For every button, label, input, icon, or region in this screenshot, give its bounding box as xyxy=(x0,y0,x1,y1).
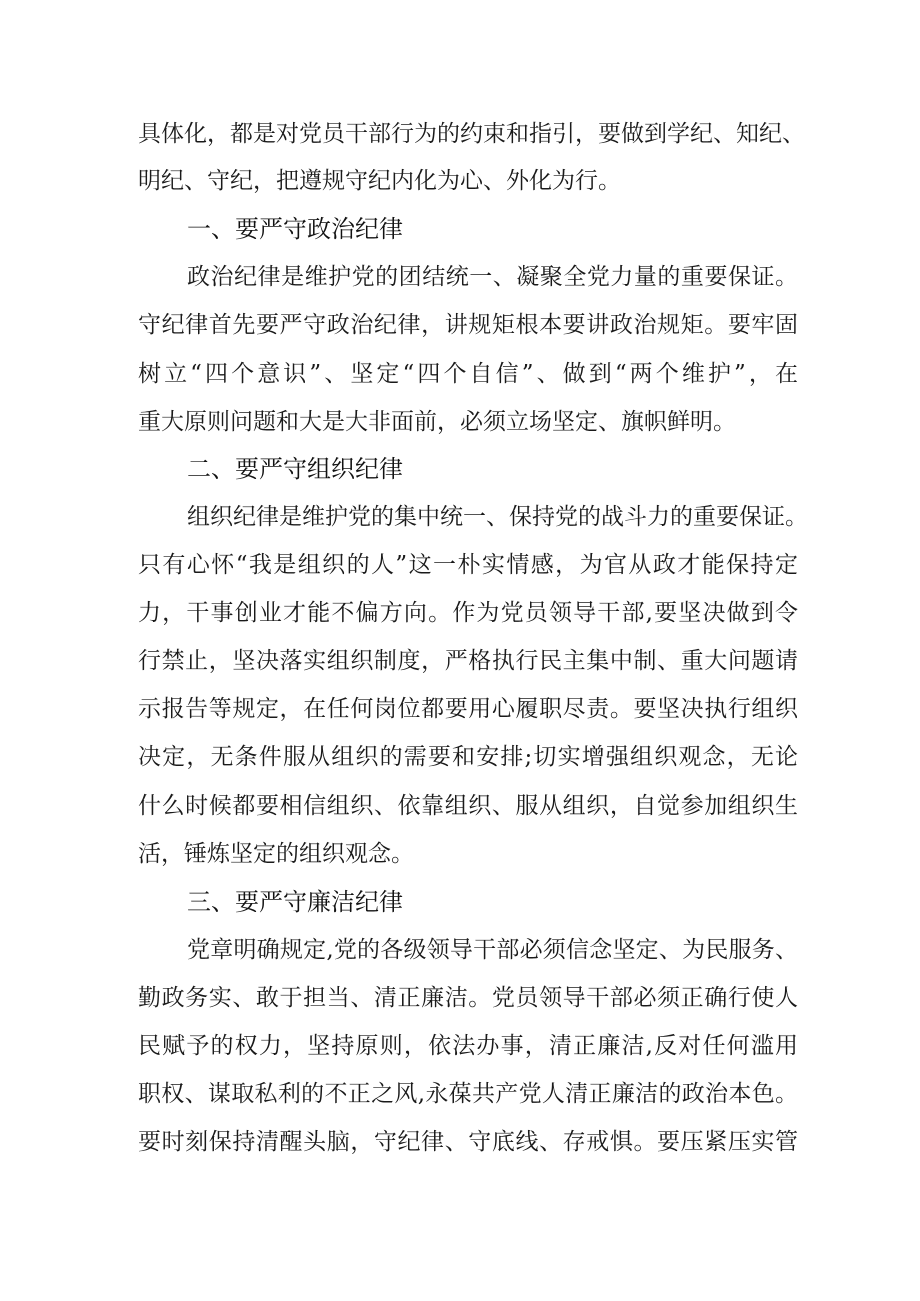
paragraph-line: 民赋予的权力，坚持原则，依法办事，清正廉洁,反对任何滥用 xyxy=(138,1033,798,1059)
paragraph-line: 行禁止，坚决落实组织制度，严格执行民主集中制、重大问题请 xyxy=(138,648,798,674)
paragraph-line: 守纪律首先要严守政治纪律，讲规矩根本要讲政治规矩。要牢固 xyxy=(138,312,798,338)
paragraph-line: 重大原则问题和大是大非面前，必须立场坚定、旗帜鲜明。 xyxy=(138,409,736,435)
paragraph-line: 树立“四个意识”、坚定“四个自信”、做到“两个维护”，在 xyxy=(138,361,798,387)
paragraph-line: 示报告等规定，在任何岗位都要用心履职尽责。要坚决执行组织 xyxy=(138,696,798,722)
paragraph-line: 决定，无条件服从组织的需要和安排;切实增强组织观念，无论 xyxy=(138,744,798,770)
paragraph-line: 活，锤炼坚定的组织观念。 xyxy=(138,841,414,867)
intro-line-1: 具体化，都是对党员干部行为的约束和指引，要做到学纪、知纪、 xyxy=(138,121,805,147)
section-heading-organizational: 二、要严守组织纪律 xyxy=(187,455,403,483)
paragraph-line: 组织纪律是维护党的集中统一、保持党的战斗力的重要保证。 xyxy=(187,504,808,530)
paragraph-line: 政治纪律是维护党的团结统一、凝聚全党力量的重要保证。 xyxy=(187,264,798,290)
section-heading-integrity: 三、要严守廉洁纪律 xyxy=(187,888,403,916)
paragraph-line: 什么时候都要相信组织、依靠组织、服从组织，自觉参加组织生 xyxy=(138,793,798,819)
paragraph-line: 要时刻保持清醒头脑，守纪律、守底线、存戒惧。要压紧压实管 xyxy=(138,1129,798,1155)
section-heading-political: 一、要严守政治纪律 xyxy=(187,215,403,243)
paragraph-line: 力，干事创业才能不偏方向。作为党员领导干部,要坚决做到令 xyxy=(138,600,798,626)
paragraph-line: 勤政务实、敢于担当、清正廉洁。党员领导干部必须正确行使人 xyxy=(138,985,798,1011)
paragraph-line: 党章明确规定,党的各级领导干部必须信念坚定、为民服务、 xyxy=(187,937,798,963)
paragraph-line: 职权、谋取私利的不正之风,永葆共产党人清正廉洁的政治本色。 xyxy=(138,1081,798,1107)
paragraph-line: 只有心怀“我是组织的人”这一朴实情感，为官从政才能保持定 xyxy=(138,552,798,578)
intro-line-2: 明纪、守纪，把遵规守纪内化为心、外化为行。 xyxy=(138,168,621,194)
